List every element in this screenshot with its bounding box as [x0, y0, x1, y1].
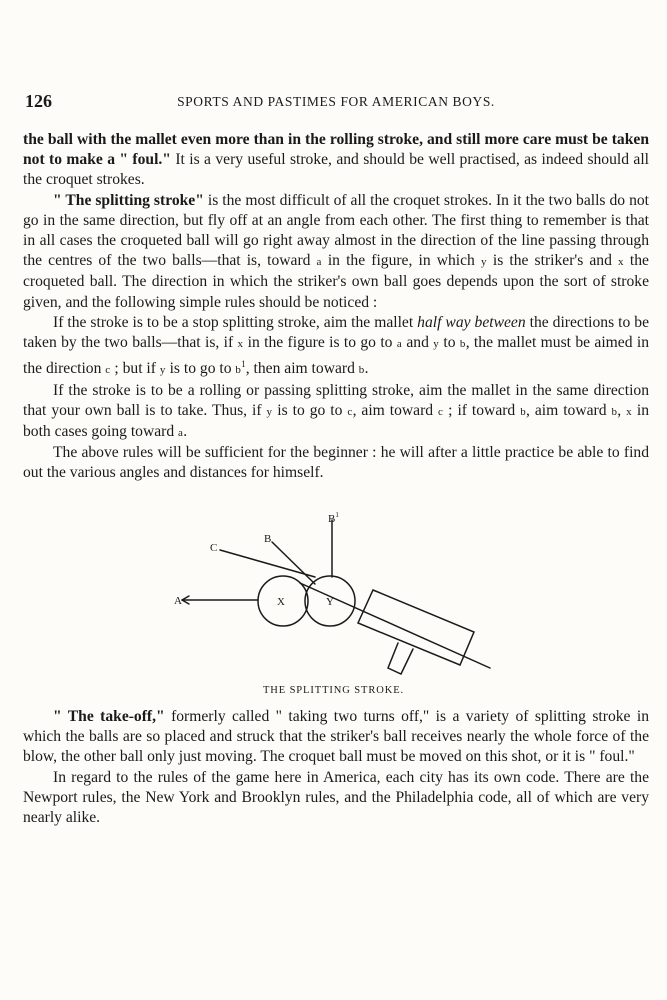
text-run: to — [439, 334, 460, 352]
text-run: b — [611, 405, 618, 418]
text-run: b — [235, 364, 242, 377]
text-run: " The splitting stroke" — [53, 191, 204, 209]
label-x: X — [277, 596, 285, 608]
text-run: , — [617, 401, 627, 419]
text-run: , aim toward — [352, 401, 439, 419]
line-to-c — [220, 550, 315, 577]
text-run: b — [358, 364, 365, 377]
text-run: in the figure, in which — [321, 252, 481, 270]
text-run: a — [396, 338, 402, 351]
paragraph — [23, 191, 649, 313]
paragraph — [23, 313, 649, 381]
text-run: in the figure is to go to — [243, 334, 397, 352]
label-a: A — [174, 595, 182, 607]
text-run: c — [105, 364, 111, 377]
splitting-stroke-figure — [160, 505, 505, 685]
text-run: The first thing to remember is that in all cases the croqueted ball will go right away almost in the direction of the line passing through the centres of the two balls—that is, toward — [23, 211, 650, 270]
label-b1-sup: 1 — [335, 511, 339, 519]
text-run: It is a very useful stroke, and should be well practised, as indeed should all the croquet strokes. — [23, 151, 649, 189]
text-run: The direction in which the striker's own ball goes depends upon the sort of stroke given, and the following simple rules should be noticed : — [23, 273, 649, 311]
text-run: In regard to the rules of the game here in America, each city has its own code. There are the Newport rules, the New York and Brooklyn rules, and the Philadelphia code, all of which are very nearly alike. — [23, 768, 649, 827]
text-run: The above rules will be sufficient for the beginner : he will after a little practice be able to find out the various angles and distances for himself. — [23, 444, 649, 482]
superscript: 1 — [241, 359, 246, 370]
text-run: a — [178, 427, 184, 440]
text-run: is to go to — [272, 401, 348, 419]
text-run: the directions to be taken by the two balls—that is, if — [23, 313, 650, 352]
page-header — [25, 91, 647, 115]
body-text-bottom — [23, 707, 649, 828]
text-run: " The take-off," — [53, 708, 165, 725]
text-run: , aim toward — [526, 401, 612, 419]
paragraph — [23, 443, 649, 483]
text-run: formerly called " taking two turns off," is a variety of splitting stroke in which the balls are so placed and struck that the striker's ball receives nearly the whole force of the blow, the other ball only just moving. The croquet ball must be moved on this shot, or it is " foul." — [23, 708, 649, 766]
text-run: is the striker's and — [486, 252, 618, 270]
paragraph — [23, 707, 649, 768]
page-number: 126 — [25, 91, 52, 111]
text-run: b — [520, 405, 526, 418]
label-c: C — [210, 542, 218, 554]
text-run: x — [618, 256, 624, 269]
text-run: is to go to — [165, 360, 236, 378]
text-run: c — [438, 405, 444, 418]
text-run: . — [364, 360, 369, 378]
paragraph — [23, 768, 649, 829]
text-run: the croqueted ball. — [23, 252, 649, 291]
text-run: b — [459, 338, 466, 351]
label-y: Y — [326, 596, 334, 608]
text-run: the ball with the mallet even more than in the rolling stroke, and still more care must be taken not to make a " foul." — [23, 131, 649, 169]
text-run: If the stroke is to be a stop splitting stroke, aim the mallet — [53, 313, 418, 331]
figure-caption: THE SPLITTING STROKE. — [262, 685, 405, 696]
text-run: is the most difficult of all the croquet strokes. In it the two balls do not go in the same direction, but fly off at an angle from each other. — [23, 191, 649, 229]
paragraph — [23, 381, 649, 444]
body-text-top — [23, 130, 649, 484]
text-run: x — [237, 338, 244, 351]
text-run: . — [183, 423, 188, 441]
text-run: x — [626, 405, 632, 418]
running-head: SPORTS AND PASTIMES FOR AMERICAN BOYS. — [177, 94, 495, 109]
text-run: a — [316, 256, 322, 269]
text-run: , the mallet must be aimed in the direction — [23, 334, 649, 378]
text-run: y — [266, 405, 273, 418]
text-run: half way between — [417, 313, 526, 331]
text-run: ; if toward — [443, 401, 521, 419]
label-b1-letter: B — [328, 513, 336, 525]
label-b: B — [264, 533, 272, 545]
text-run: y — [159, 364, 166, 377]
text-run: If the stroke is to be a rolling or passing splitting stroke, aim the mallet in the same direction that your own ball is to take. Thus, if — [23, 381, 649, 419]
text-run: in both cases going toward — [23, 401, 650, 441]
paragraph — [23, 130, 649, 191]
label-b1 — [328, 511, 339, 525]
text-run: c — [347, 405, 353, 418]
text-run: ; but if — [110, 360, 160, 378]
mallet-handle — [388, 643, 413, 674]
text-run: y — [433, 338, 440, 351]
text-run: y — [480, 256, 487, 269]
text-run: , then aim toward — [245, 360, 359, 378]
text-run: and — [402, 334, 434, 352]
